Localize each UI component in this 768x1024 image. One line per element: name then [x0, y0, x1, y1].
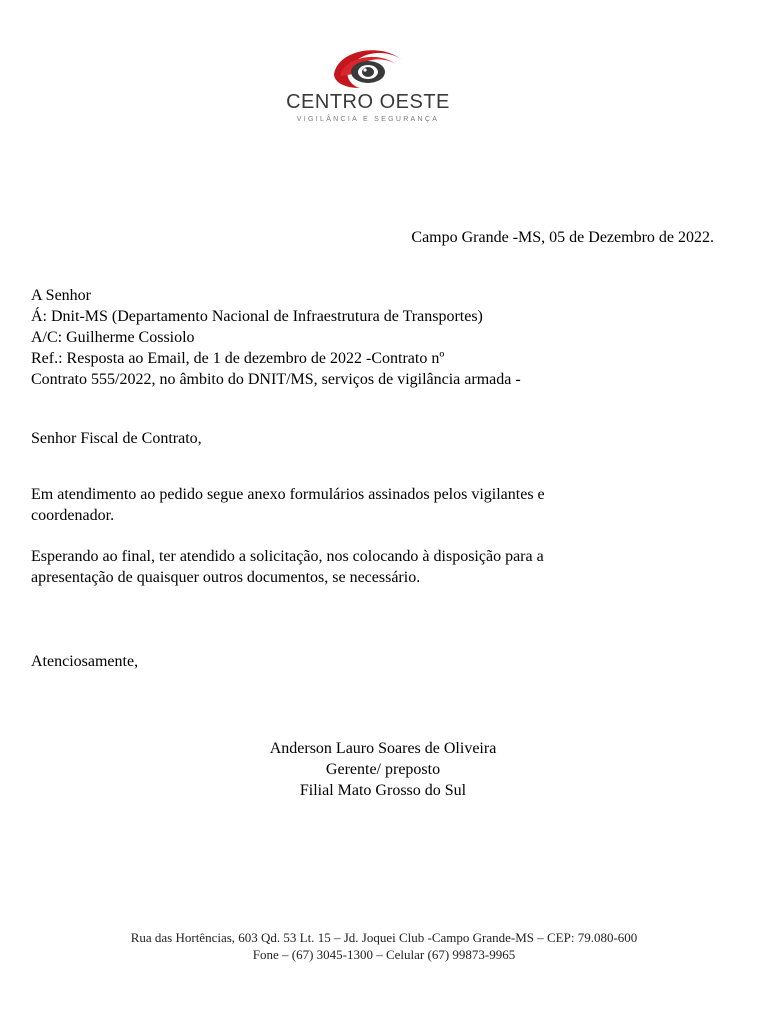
body-paragraph-2	[31, 546, 544, 588]
body-paragraph-2-line-1: Esperando ao final, ter atendido a solicitação, nos colocando à disposição para a	[31, 548, 544, 565]
company-logo	[282, 44, 454, 128]
letter-footer	[0, 929, 768, 963]
reference-line-1: Ref.: Resposta ao Email, de 1 de dezembro de 2022 -Contrato nº	[31, 350, 445, 367]
recipient-attention: A/C: Guilherme Cossiolo	[31, 329, 195, 346]
letter-closing: Atenciosamente,	[31, 653, 139, 670]
footer-phones: Fone – (67) 3045-1300 – Celular (67) 99873-9965	[252, 947, 516, 962]
body-paragraph-1-line-1: Em atendimento ao pedido segue anexo formulários assinados pelos vigilantes e	[31, 486, 545, 503]
logo-tagline: VIGILÂNCIA E SEGURANÇA	[296, 116, 440, 123]
letter-greeting: Senhor Fiscal de Contrato,	[31, 430, 202, 447]
recipient-salutation: A Senhor	[31, 287, 91, 304]
logo-company-name: CENTRO OESTE	[286, 91, 450, 113]
body-paragraph-1	[31, 484, 545, 526]
reference-line-2: Contrato 555/2022, no âmbito do DNIT/MS, serviços de vigilância armada -	[31, 371, 521, 388]
signer-branch: Filial Mato Grosso do Sul	[299, 782, 467, 799]
body-paragraph-1-line-2: coordenador.	[31, 507, 115, 524]
signer-title: Gerente/ preposto	[325, 761, 441, 778]
footer-address: Rua das Hortências, 603 Qd. 53 Lt. 15 – Jd. Joquei Club -Campo Grande-MS – CEP: 79.080-600	[130, 930, 638, 945]
letter-date: Campo Grande -MS, 05 de Dezembro de 2022.	[411, 229, 714, 246]
body-paragraph-2-line-2: apresentação de quaisquer outros documentos, se necessário.	[31, 569, 421, 586]
eye-logo-icon	[330, 44, 406, 92]
signature-block	[183, 738, 583, 801]
signer-name: Anderson Lauro Soares de Oliveira	[269, 740, 497, 757]
recipient-block	[31, 285, 521, 390]
recipient-to: Á: Dnit-MS (Departamento Nacional de Infraestrutura de Transportes)	[31, 308, 483, 325]
